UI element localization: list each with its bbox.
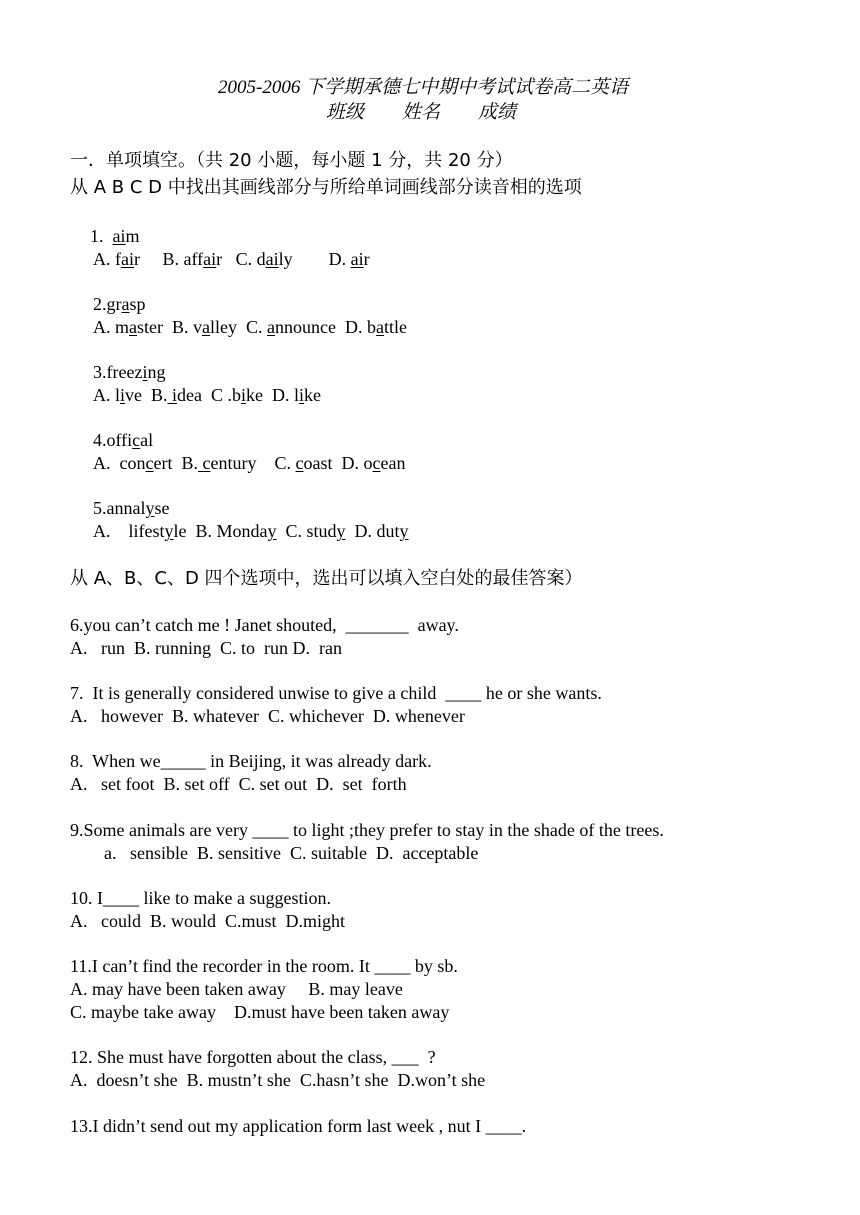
- pronunciation-word-1: 1. aim: [90, 226, 140, 246]
- pronunciation-options-3: A. live B. idea C .bike D. like: [93, 385, 322, 405]
- pronunciation-word-5: 5.annalyse: [93, 498, 170, 518]
- question-stem-8: 8. When we_____ in Beijing, it was already dark.: [70, 751, 432, 771]
- pronunciation-options-5: A. lifestyle B. Monday C. study D. duty: [93, 521, 409, 541]
- question-stem-7: 7. It is generally considered unwise to give a child ____ he or she wants.: [70, 683, 602, 703]
- question-stem-6: 6.you can’t catch me ! Janet shouted, _______ away.: [70, 615, 459, 635]
- pronunciation-word-3: 3.freezing: [93, 362, 166, 382]
- student-info-line: 班级 姓名 成绩: [326, 102, 517, 123]
- question-options-12: A. doesn’t she B. mustn’t she C.hasn’t she D.won’t she: [70, 1070, 486, 1090]
- question-options-8: A. set foot B. set off C. set out D. set forth: [70, 774, 407, 794]
- pronunciation-options-2: A. master B. valley C. announce D. battle: [93, 317, 407, 337]
- question-options-9: a. sensible B. sensitive C. suitable D. acceptable: [104, 843, 479, 863]
- question-options-11a: A. may have been taken away B. may leave: [70, 979, 403, 999]
- part2-instruction: 从 A、B、C、D 四个选项中，选出可以填入空白处的最佳答案）: [70, 568, 583, 589]
- question-options-7: A. however B. whatever C. whichever D. whenever: [70, 706, 465, 726]
- question-stem-11: 11.I can’t find the recorder in the room. It ____ by sb.: [70, 956, 458, 976]
- part1-instruction: 从 A B C D 中找出其画线部分与所给单词画线部分读音相的选项: [70, 177, 582, 198]
- pronunciation-options-4: A. concert B. century C. coast D. ocean: [93, 453, 406, 473]
- question-stem-13: 13.I didn’t send out my application form last week , nut I ____.: [70, 1116, 527, 1136]
- pronunciation-options-1: A. fair B. affair C. daily D. air: [93, 249, 370, 269]
- pronunciation-word-4: 4.offical: [93, 430, 154, 450]
- pronunciation-word-2: 2.grasp: [93, 294, 146, 314]
- section-heading: 一．单项填空。（共 20 小题，每小题 1 分，共 20 分）: [70, 150, 513, 171]
- question-stem-12: 12. She must have forgotten about the class, ___ ?: [70, 1047, 436, 1067]
- question-options-6: A. run B. running C. to run D. ran: [70, 638, 342, 658]
- question-options-10: A. could B. would C.must D.might: [70, 911, 346, 931]
- question-options-11b: C. maybe take away D.must have been taken away: [70, 1002, 450, 1022]
- exam-title: 2005-2006 下学期承德七中期中考试试卷高二英语: [218, 77, 629, 98]
- question-stem-10: 10. I____ like to make a suggestion.: [70, 888, 331, 908]
- question-stem-9: 9.Some animals are very ____ to light ;they prefer to stay in the shade of the trees.: [70, 820, 664, 840]
